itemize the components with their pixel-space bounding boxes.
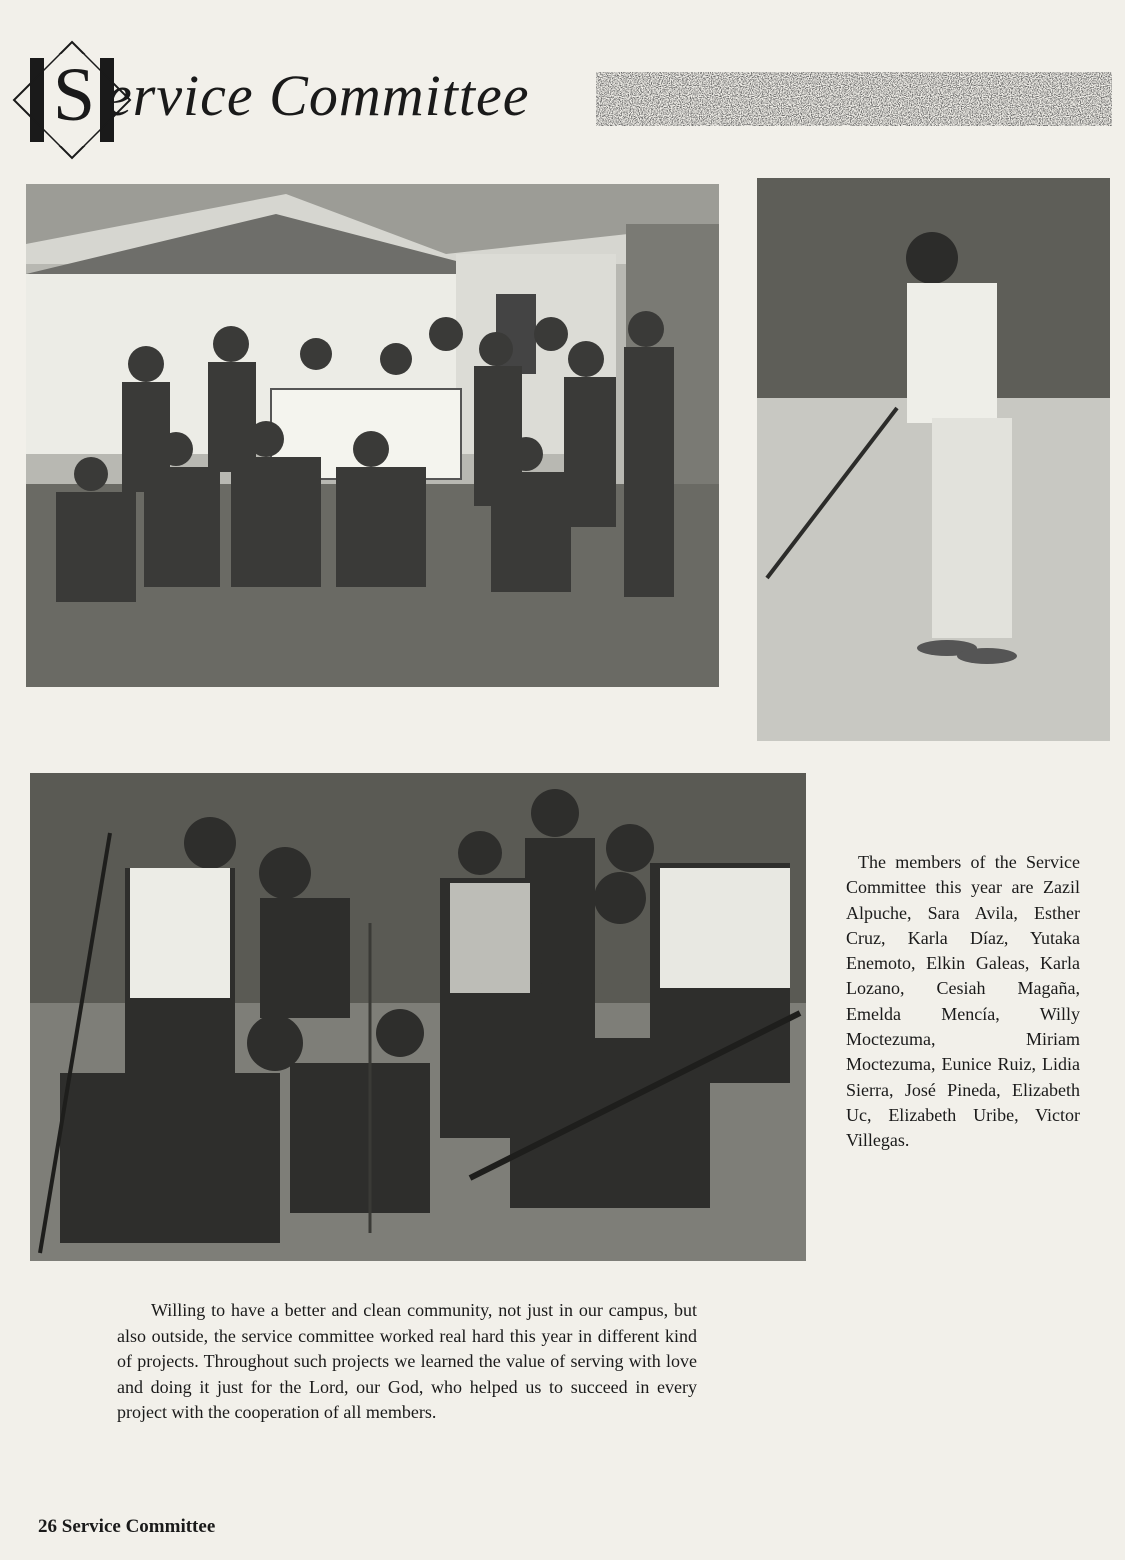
tree-planting-photo [30,773,806,1261]
body-paragraph: Willing to have a better and clean community, not just in our campus, but also outside, the service committee worked real hard this year in different kind of projects. Throughout such projects we learned the value of serving with love and doing it just for the Lord, our God, who helped us to succeed in every project with the cooperation of all members. [117,1300,697,1422]
yard-work-photo [757,178,1110,741]
member-list-caption: The members of the Service Committee this year are Zazil Alpuche, Sara Avila, Esther Cruz, Karla Díaz, Yutaka Enemoto, Elkin Galeas, Karla Lozano, Cesiah Magaña, Emelda Mencía, Willy Moctezuma, Miriam Moctezuma, Eunice Ruiz, Lidia Sierra, José Pineda, Elizabeth Uc, Elizabeth Uribe, Victor Villegas. [846,852,1080,1151]
page-folio: 26 Service Committee [38,1516,216,1537]
group-photo-icon [26,184,719,687]
page-title: ervice Committee [106,63,530,128]
group-photo [26,184,719,687]
speckle-band-decoration [596,72,1112,126]
tree-planting-photo-icon [30,773,806,1261]
yard-work-photo-icon [757,178,1110,741]
title-initial: S [52,53,96,137]
